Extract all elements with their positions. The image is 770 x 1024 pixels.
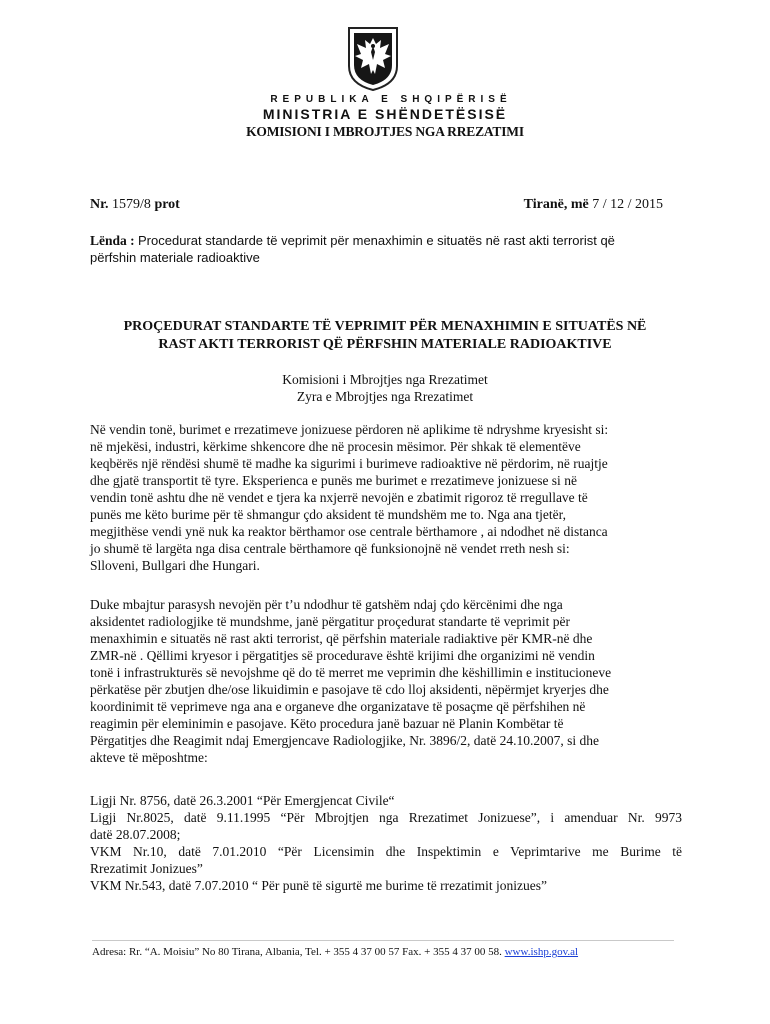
date-value: 7 / 12 / 2015 <box>592 197 663 212</box>
subject-line-2: përfshin materiale radioaktive <box>90 250 260 265</box>
author-line-1: Komisioni i Mbrojtjes nga Rrezatimet <box>282 372 488 387</box>
paragraph-line: në mjekësi, industri, kërkime shkencore dhe në procesin mësimor. Për shkak të elementëve <box>90 439 581 454</box>
law-line: Rrezatimit Jonizues” <box>90 861 203 876</box>
paragraph-line: dhe gjatë transportit të tyre. Eksperienca e punës me burimet e rrezatimeve jonizuese si në <box>90 473 577 488</box>
paragraph-2 <box>90 596 680 766</box>
paragraph-line: Përgatitjes dhe Reagimit ndaj Emergjencave Radiologjike, Nr. 3896/2, datë 24.10.2007, si dhe <box>90 733 600 748</box>
paragraph-line: menaxhimin e situatës në rast akti terrorist, që përfshin materiale radiaktive për KMR-në dhe <box>90 631 593 646</box>
law-line: Ligji Nr.8025, datë 9.11.1995 “Për Mbrojtjen nga Rrezatimet Jonizuese”, i amenduar Nr. 9973 <box>90 810 682 825</box>
paragraph-1 <box>90 421 680 574</box>
nr-label: Nr. <box>90 197 109 212</box>
republic-header: REPUBLIKA E SHQIPËRISË <box>270 94 512 105</box>
paragraph-line: aksidentet radiologjike të mundshme, janë përgatitur proçedurat standarte të veprimit për <box>90 614 570 629</box>
paragraph-line: Slloveni, Bullgari dhe Hungari. <box>90 558 260 573</box>
paragraph-line: jo shumë të largëta nga disa centrale bërthamore që funksionojnë në vendet rreth nesh si: <box>90 541 570 556</box>
subject-line-1: Procedurat standarde të veprimit për menaxhimin e situatës në rast akti terrorist që <box>138 233 615 248</box>
paragraph-line: reagimin për eleminimin e pasojave. Këto procedura janë bazuar në Planin Kombëtar të <box>90 716 564 731</box>
paragraph-line: Në vendin tonë, burimet e rrezatimeve jonizuese përdoren në aplikime të ndryshme kryesisht si: <box>90 422 609 437</box>
document-title <box>90 318 680 354</box>
law-line: datë 28.07.2008; <box>90 827 181 842</box>
paragraph-line: koordinimit të veprimeve nga ana e organeve dhe organizatave të posaçme që përfshihen në <box>90 699 586 714</box>
subject-label: Lënda : <box>90 233 135 248</box>
paragraph-line: keqbërës një rëndësi shumë të madhe ka sigurimi i burimeve radioaktive në përdorim, në ruajtje <box>90 456 608 471</box>
law-line: VKM Nr.543, datë 7.07.2010 “ Për punë të sigurtë me burime të rrezatimit jonizues” <box>90 878 548 893</box>
nr-value: 1579/8 <box>112 197 151 212</box>
author-line-2: Zyra e Mbrojtjes nga Rrezatimet <box>296 389 474 404</box>
title-line-2: RAST AKTI TERRORIST QË PËRFSHIN MATERIALE RADIOAKTIVE <box>158 337 612 352</box>
commission-header: KOMISIONI I MBROJTJES NGA RREZATIMI <box>246 124 524 139</box>
footer-address: Adresa: Rr. “A. Moisiu” No 80 Tirana, Albania, Tel. + 355 4 37 00 57 Fax. + 355 4 37 00 58. <box>92 946 502 958</box>
paragraph-line: tonë i infrastrukturës së nevojshme që do të merret me veprimin dhe këshillimin e institucioneve <box>90 665 612 680</box>
law-line: VKM Nr.10, datë 7.01.2010 “Për Licensimin dhe Inspektimin e Veprimtarive me Burime të <box>90 844 682 859</box>
albanian-eagle-emblem-icon <box>345 26 401 92</box>
paragraph-line: ZMR-në . Qëllimi kryesor i përgatitjes së procedurave është krijimi dhe organizimi në vendin <box>90 648 595 663</box>
law-line: Ligji Nr. 8756, datë 26.3.2001 “Për Emergjencat Civile“ <box>90 793 395 808</box>
website-link[interactable]: www.ishp.gov.al <box>504 946 579 958</box>
subject <box>90 232 680 266</box>
paragraph-line: punës me këto burime për të shmangur çdo aksident të mundshëm me to. Nga ana tjetër, <box>90 507 566 522</box>
paragraph-line: Duke mbajtur parasysh nevojën për t’u ndodhur të gatshëm ndaj çdo kërcënimi dhe nga <box>90 597 563 612</box>
footer-divider <box>92 940 674 941</box>
paragraph-line: megjithëse vendi ynë nuk ka reaktor bërthamor ose centrale bërthamore , ai ndodhet në distanca <box>90 524 608 539</box>
place-date <box>524 197 663 213</box>
title-line-1: PROÇEDURAT STANDARTE TË VEPRIMIT PËR MENAXHIMIN E SITUATËS NË <box>123 319 647 334</box>
paragraph-line: vendin tonë ashtu dhe në vendet e tjera ka nxjerrë nevojën e zbatimit rigoroz të rregullave të <box>90 490 588 505</box>
reference-number <box>90 197 180 213</box>
ministry-header: MINISTRIA E SHËNDETËSISË <box>262 106 508 122</box>
paragraph-line: përkatëse për zbutjen dhe/ose likuidimin e pasojave të cdo lloj aksidenti, nëpërmjet kryerjes dhe <box>90 682 609 697</box>
place-label: Tiranë, më <box>523 197 589 212</box>
prot-label: prot <box>154 197 180 212</box>
legal-references <box>90 792 682 894</box>
footer <box>92 946 578 958</box>
paragraph-line: akteve të mëposhtme: <box>90 750 208 765</box>
